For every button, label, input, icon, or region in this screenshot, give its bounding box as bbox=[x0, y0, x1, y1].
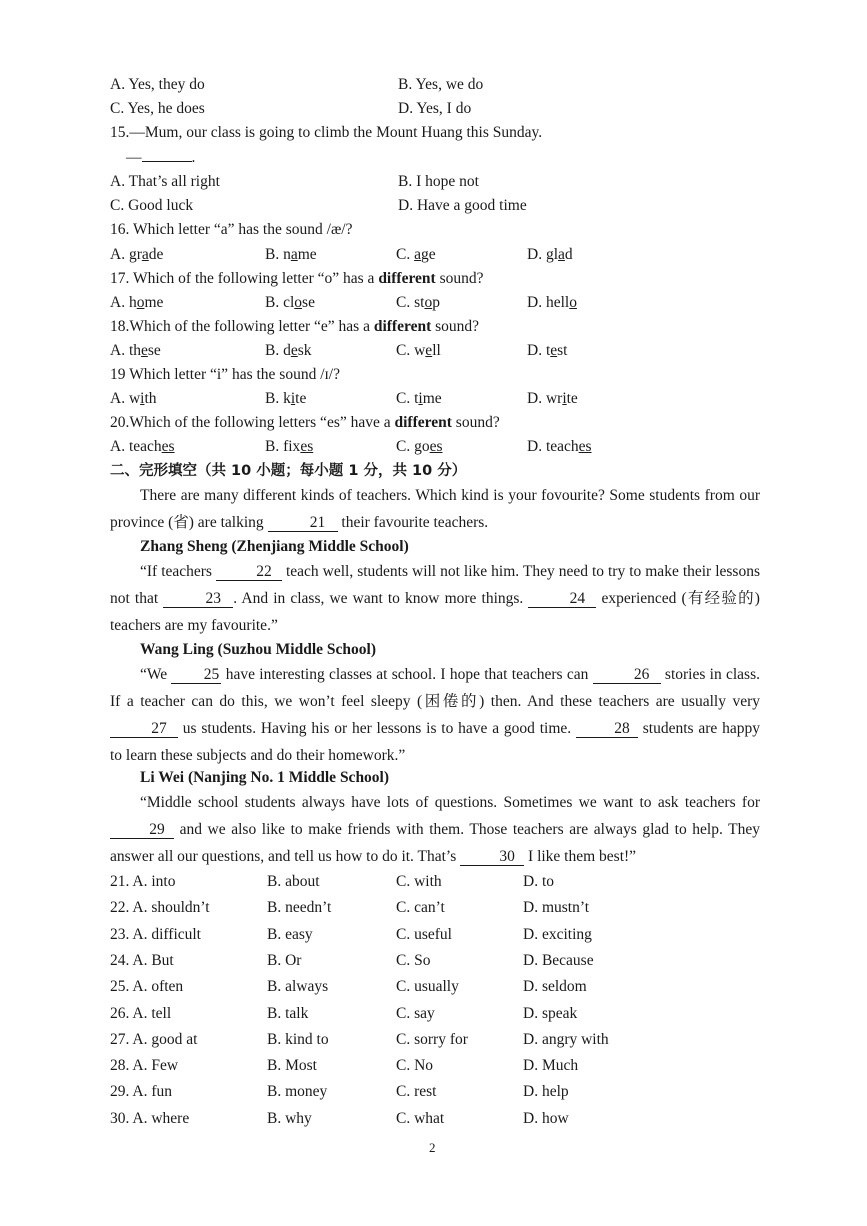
option-23-a: 23. A. difficult bbox=[110, 926, 201, 943]
option-24-b: B. Or bbox=[267, 952, 302, 969]
q14-option-d: D. Yes, I do bbox=[398, 100, 472, 117]
q19-stem: 19 Which letter “i” has the sound /ɪ/? bbox=[110, 366, 340, 383]
blank-26: 26 bbox=[593, 667, 661, 684]
option-21-a: 21. A. into bbox=[110, 873, 176, 890]
option-22-c: C. can’t bbox=[396, 899, 445, 916]
option-30-b: B. why bbox=[267, 1110, 312, 1127]
q18-option-a: A. these bbox=[110, 342, 161, 359]
option-28-c: C. No bbox=[396, 1057, 434, 1074]
q15-option-a: A. That’s all right bbox=[110, 173, 220, 190]
q15-stem: 15.—Mum, our class is going to climb the Mount Huang this Sunday. bbox=[110, 124, 543, 141]
q20-stem: 20.Which of the following letters “es” have a different sound? bbox=[110, 414, 500, 431]
option-27-d: D. angry with bbox=[523, 1031, 609, 1048]
passage-zhang: “If teachers 22 teach well, students will not like him. They need to try to make their lessons not that 23 . And in class, we want to know more things. 24 experienced (有经验的) teachers are my favourite.” bbox=[110, 563, 760, 634]
passage-li: “Middle school students always have lots of questions. Sometimes we want to ask teachers for 29 and we also like to make friends with them. Those teachers are always glad to help. They answer all our questions, and tell us how to do it. That’s 30 I like them best!” bbox=[110, 794, 760, 865]
q20-option-c: C. goes bbox=[396, 438, 443, 455]
option-21-b: B. about bbox=[267, 873, 320, 890]
option-22-b: B. needn’t bbox=[267, 899, 332, 916]
option-23-d: D. exciting bbox=[523, 926, 592, 943]
option-27-b: B. kind to bbox=[267, 1031, 329, 1048]
blank-24: 24 bbox=[528, 591, 596, 608]
option-30-d: D. how bbox=[523, 1110, 569, 1127]
q15-option-b: B. I hope not bbox=[398, 173, 479, 190]
option-21-c: C. with bbox=[396, 873, 442, 890]
option-26-c: C. say bbox=[396, 1005, 435, 1022]
option-24-a: 24. A. But bbox=[110, 952, 174, 969]
q17-stem: 17. Which of the following letter “o” has a different sound? bbox=[110, 270, 484, 287]
q20-option-b: B. fixes bbox=[265, 438, 314, 455]
option-26-a: 26. A. tell bbox=[110, 1005, 172, 1022]
passage-intro: There are many different kinds of teachers. Which kind is your fovourite? Some students from our province (省) are talking 21 their favourite teachers. bbox=[110, 487, 760, 531]
option-27-c: C. sorry for bbox=[396, 1031, 468, 1048]
option-27-a: 27. A. good at bbox=[110, 1031, 198, 1048]
section-title: 二、完形填空（共 10 小题；每小题 1 分，共 10 分） bbox=[110, 463, 467, 479]
option-29-d: D. help bbox=[523, 1083, 569, 1100]
option-21-d: D. to bbox=[523, 873, 554, 890]
q15-reply: — . bbox=[126, 149, 196, 166]
option-24-d: D. Because bbox=[523, 952, 594, 969]
q20-option-a: A. teaches bbox=[110, 438, 175, 455]
blank-23: 23 bbox=[163, 591, 233, 608]
q16-option-d: D. glad bbox=[527, 246, 573, 263]
q19-option-d: D. write bbox=[527, 390, 578, 407]
q14-option-a: A. Yes, they do bbox=[110, 76, 205, 93]
option-30-c: C. what bbox=[396, 1110, 445, 1127]
option-23-b: B. easy bbox=[267, 926, 313, 943]
option-23-c: C. useful bbox=[396, 926, 452, 943]
option-24-c: C. So bbox=[396, 952, 431, 969]
blank-30: 30 bbox=[460, 849, 524, 866]
q16-option-b: B. name bbox=[265, 246, 317, 263]
option-29-b: B. money bbox=[267, 1083, 328, 1100]
blank-28: 28 bbox=[576, 721, 638, 738]
q16-option-a: A. grade bbox=[110, 246, 164, 263]
option-30-a: 30. A. where bbox=[110, 1110, 190, 1127]
q17-option-c: C. stop bbox=[396, 294, 440, 311]
q18-stem: 18.Which of the following letter “e” has a different sound? bbox=[110, 318, 480, 335]
q14-option-b: B. Yes, we do bbox=[398, 76, 484, 93]
option-26-b: B. talk bbox=[267, 1005, 309, 1022]
q19-option-a: A. with bbox=[110, 390, 157, 407]
option-29-c: C. rest bbox=[396, 1083, 437, 1100]
q17-option-d: D. hello bbox=[527, 294, 577, 311]
q14-option-c: C. Yes, he does bbox=[110, 100, 205, 117]
q16-option-c: C. age bbox=[396, 246, 436, 263]
option-28-d: D. Much bbox=[523, 1057, 579, 1074]
passage-wang: “We 25 have interesting classes at school. I hope that teachers can 26 stories in class. If a teacher can do this, we won’t feel sleepy (困倦的) then. And these teachers are usually very 27 us students. Having his or her lessons is to have a good time. 28 students are happy to learn these subjects and do their homework.” bbox=[110, 666, 761, 764]
q15-option-d: D. Have a good time bbox=[398, 197, 527, 214]
option-28-b: B. Most bbox=[267, 1057, 317, 1074]
q19-option-b: B. kite bbox=[265, 390, 307, 407]
page-number: 2 bbox=[429, 1140, 436, 1155]
option-25-c: C. usually bbox=[396, 978, 459, 995]
option-28-a: 28. A. Few bbox=[110, 1057, 179, 1074]
q16-stem: 16. Which letter “a” has the sound /æ/? bbox=[110, 221, 353, 238]
q18-option-d: D. test bbox=[527, 342, 568, 359]
blank-25: 25 bbox=[171, 667, 221, 684]
speaker-heading-li: Li Wei (Nanjing No. 1 Middle School) bbox=[140, 769, 390, 786]
q15-option-c: C. Good luck bbox=[110, 197, 194, 214]
blank-27: 27 bbox=[110, 721, 178, 738]
blank-21: 21 bbox=[268, 515, 338, 532]
q17-option-b: B. close bbox=[265, 294, 315, 311]
option-26-d: D. speak bbox=[523, 1005, 578, 1022]
option-22-a: 22. A. shouldn’t bbox=[110, 899, 210, 916]
q18-option-c: C. well bbox=[396, 342, 441, 359]
option-22-d: D. mustn’t bbox=[523, 899, 590, 916]
speaker-heading-wang: Wang Ling (Suzhou Middle School) bbox=[140, 641, 377, 658]
option-25-d: D. seldom bbox=[523, 978, 587, 995]
blank-22: 22 bbox=[216, 564, 282, 581]
blank-29: 29 bbox=[110, 822, 174, 839]
q18-option-b: B. desk bbox=[265, 342, 312, 359]
q15-dash: — bbox=[126, 149, 142, 166]
q19-option-c: C. time bbox=[396, 390, 442, 407]
speaker-heading-zhang: Zhang Sheng (Zhenjiang Middle School) bbox=[140, 538, 409, 555]
q20-option-d: D. teaches bbox=[527, 438, 592, 455]
option-25-b: B. always bbox=[267, 978, 329, 995]
option-29-a: 29. A. fun bbox=[110, 1083, 172, 1100]
q15-blank bbox=[142, 161, 192, 162]
option-25-a: 25. A. often bbox=[110, 978, 184, 995]
q17-option-a: A. home bbox=[110, 294, 164, 311]
